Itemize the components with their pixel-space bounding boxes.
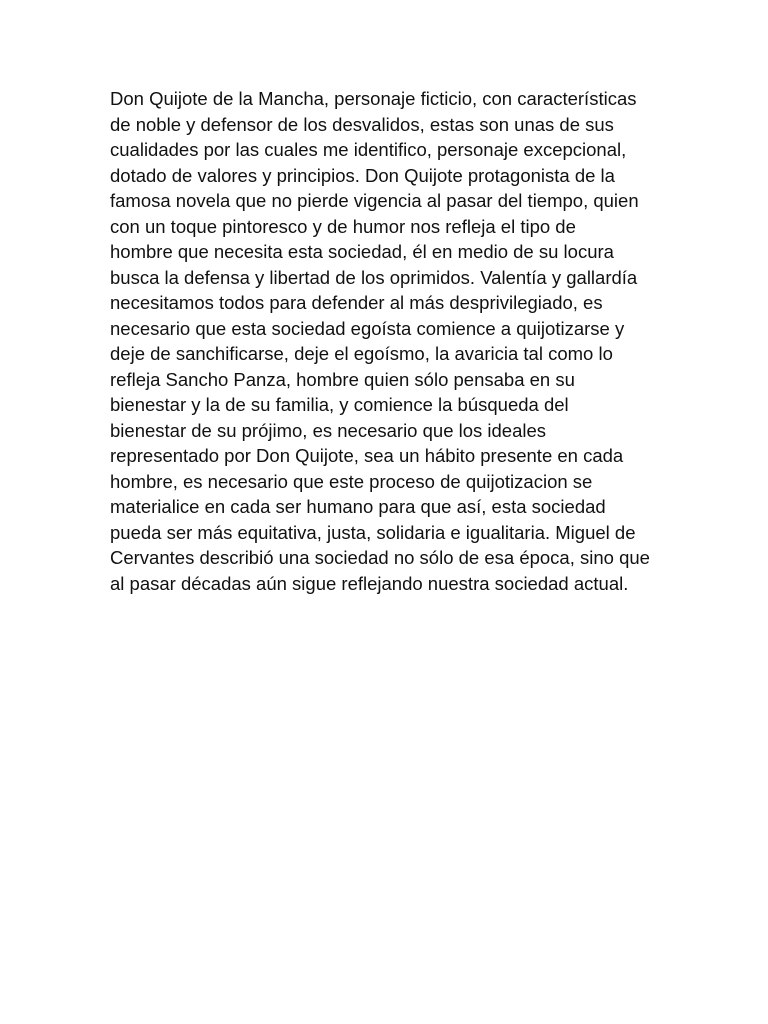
paragraph-line: materialice en cada ser humano para que así, esta sociedad: [110, 496, 606, 517]
paragraph-line: pueda ser más equitativa, justa, solidaria e igualitaria. Miguel de: [110, 521, 636, 543]
paragraph-line: refleja Sancho Panza, hombre quien sólo pensaba en su: [110, 368, 575, 390]
paragraph-line: de noble y defensor de los desvalidos, estas son unas de sus: [110, 113, 614, 135]
paragraph-line: representado por Don Quijote, sea un hábito presente en cada: [110, 445, 624, 466]
paragraph-line: deje de sanchificarse, deje el egoísmo, la avaricia tal como lo: [110, 343, 613, 364]
paragraph-line: Cervantes describió una sociedad no sólo de esa época, sino que: [110, 547, 650, 568]
paragraph-line: con un toque pintoresco y de humor nos refleja el tipo de: [110, 215, 576, 237]
paragraph-line: cualidades por las cuales me identifico, personaje excepcional,: [110, 139, 627, 160]
paragraph-line: necesario que esta sociedad egoísta comience a quijotizarse y: [110, 317, 625, 339]
paragraph-line: hombre que necesita esta sociedad, él en medio de su locura: [110, 241, 614, 262]
paragraph-line: Don Quijote de la Mancha, personaje ficticio, con características: [110, 88, 637, 109]
paragraph-line: hombre, es necesario que este proceso de quijotizacion se: [110, 470, 593, 492]
body-paragraph: [110, 86, 670, 596]
paragraph-line: dotado de valores y principios. Don Quijote protagonista de la: [110, 164, 615, 186]
paragraph-line: busca la defensa y libertad de los oprimidos. Valentía y gallardía: [110, 266, 638, 288]
paragraph-line: necesitamos todos para defender al más desprivilegiado, es: [110, 292, 603, 313]
paragraph-line: al pasar décadas aún sigue reflejando nuestra sociedad actual.: [110, 572, 629, 594]
paragraph-line: bienestar de su prójimo, es necesario que los ideales: [110, 419, 547, 441]
paragraph-line: famosa novela que no pierde vigencia al pasar del tiempo, quien: [110, 190, 639, 211]
paragraph-line: bienestar y la de su familia, y comience la búsqueda del: [110, 394, 569, 415]
